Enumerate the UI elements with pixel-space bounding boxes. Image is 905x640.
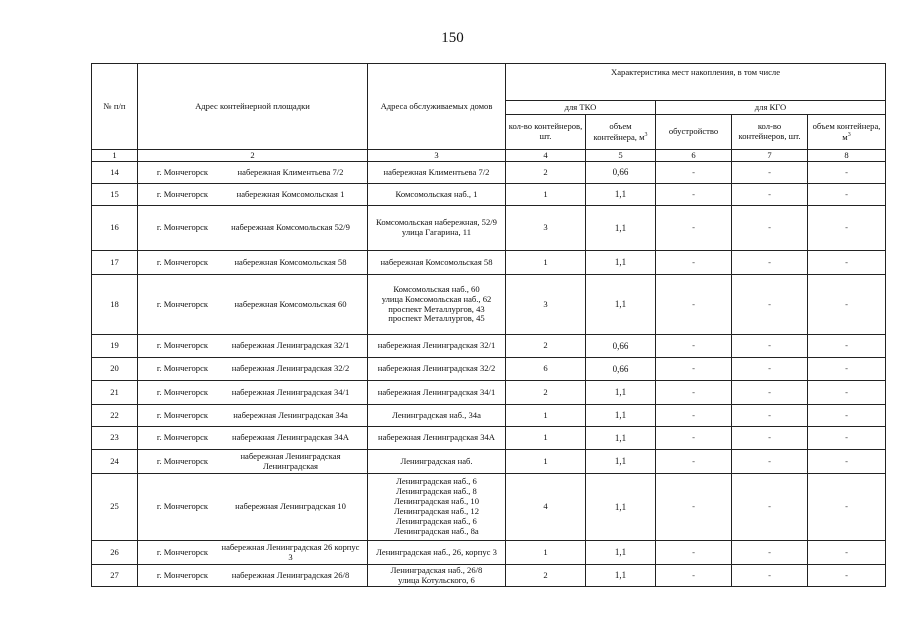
site-street: набережная Комсомольская 52/9 xyxy=(231,222,350,233)
row-number: 24 xyxy=(92,450,138,474)
site-street: набережная Ленинградская 32/1 xyxy=(231,340,350,351)
header-site-address: Адрес контейнерной площадки xyxy=(138,64,368,150)
tko-volume: 1,1 xyxy=(586,474,656,541)
served-house: набережная Климентьева 7/2 xyxy=(383,166,490,177)
kgo-volume: - xyxy=(808,541,886,565)
served-house: набережная Комсомольская 58 xyxy=(380,256,493,267)
kgo-arrangement: - xyxy=(656,206,732,251)
site-street: набережная Климентьева 7/2 xyxy=(237,166,344,177)
site-city: г. Мончегорск xyxy=(156,298,209,309)
header-served-houses: Адреса обслуживаемых домов xyxy=(368,64,506,150)
site-city: г. Мончегорск xyxy=(156,363,209,374)
kgo-volume: - xyxy=(808,358,886,381)
served-houses xyxy=(368,335,506,358)
served-houses xyxy=(368,206,506,251)
served-house: улица Котульского, 6 xyxy=(398,574,475,585)
served-houses xyxy=(368,251,506,275)
kgo-count: - xyxy=(732,427,808,450)
site-address xyxy=(138,162,368,184)
row-number: 18 xyxy=(92,275,138,335)
kgo-volume: - xyxy=(808,206,886,251)
kgo-arrangement: - xyxy=(656,162,732,184)
table-body xyxy=(92,162,886,587)
tko-volume: 0,66 xyxy=(586,162,656,184)
tko-count: 3 xyxy=(506,275,586,335)
table-row xyxy=(92,474,886,541)
site-city: г. Мончегорск xyxy=(156,166,209,177)
header-num: № п/п xyxy=(92,64,138,150)
served-house: Ленинградская наб., 34а xyxy=(392,409,481,420)
tko-count: 2 xyxy=(506,381,586,405)
site-address xyxy=(138,565,368,587)
kgo-count: - xyxy=(732,405,808,427)
served-houses xyxy=(368,450,506,474)
served-houses xyxy=(368,358,506,381)
served-house: Ленинградская наб., 6 xyxy=(396,476,477,487)
served-houses xyxy=(368,541,506,565)
index-cell: 7 xyxy=(732,150,808,162)
site-city: г. Мончегорск xyxy=(156,501,209,512)
header-kgo-volume: объем контейнера, $м^3$ xyxy=(808,115,886,150)
served-house: Комсомольская наб., 60 xyxy=(393,283,480,294)
row-number: 26 xyxy=(92,541,138,565)
row-number: 19 xyxy=(92,335,138,358)
row-number: 22 xyxy=(92,405,138,427)
served-house: Ленинградская наб., 8 xyxy=(396,486,477,497)
site-street: набережная Ленинградская 34а xyxy=(233,409,348,420)
served-house: Ленинградская наб., 10 xyxy=(394,496,479,507)
tko-volume: 1,1 xyxy=(586,275,656,335)
site-city: г. Мончегорск xyxy=(156,569,209,580)
served-house: Ленинградская наб., 6 xyxy=(396,515,477,526)
row-number: 14 xyxy=(92,162,138,184)
tko-volume: 1,1 xyxy=(586,405,656,427)
tko-volume: 0,66 xyxy=(586,335,656,358)
served-house: Ленинградская наб., 12 xyxy=(394,506,479,516)
kgo-count: - xyxy=(732,184,808,206)
site-city: г. Мончегорск xyxy=(156,256,209,267)
tko-volume: 0,66 xyxy=(586,358,656,381)
site-city: г. Мончегорск xyxy=(156,409,209,420)
site-street: набережная Ленинградская 26 корпус 3 xyxy=(221,541,360,562)
row-number: 16 xyxy=(92,206,138,251)
index-cell: 2 xyxy=(138,150,368,162)
site-address xyxy=(138,275,368,335)
site-address xyxy=(138,251,368,275)
kgo-arrangement: - xyxy=(656,450,732,474)
kgo-volume: - xyxy=(808,450,886,474)
site-city: г. Мончегорск xyxy=(156,386,209,397)
row-number: 25 xyxy=(92,474,138,541)
served-house: проспект Металлургов, 43 xyxy=(388,303,485,314)
served-house: Ленинградская наб., 26, корпус 3 xyxy=(376,546,497,557)
kgo-volume: - xyxy=(808,427,886,450)
tko-volume: 1,1 xyxy=(586,184,656,206)
site-address xyxy=(138,427,368,450)
kgo-count: - xyxy=(732,162,808,184)
site-address xyxy=(138,405,368,427)
site-address xyxy=(138,541,368,565)
container-sites-table xyxy=(91,63,886,587)
header-kgo-arrangement: обустройство xyxy=(656,115,732,150)
tko-count: 2 xyxy=(506,335,586,358)
served-houses xyxy=(368,184,506,206)
kgo-arrangement: - xyxy=(656,335,732,358)
tko-volume: 1,1 xyxy=(586,450,656,474)
header-group-kgo: для КГО xyxy=(656,101,886,115)
served-houses xyxy=(368,275,506,335)
tko-count: 2 xyxy=(506,162,586,184)
site-address xyxy=(138,184,368,206)
tko-count: 1 xyxy=(506,251,586,275)
table-row xyxy=(92,251,886,275)
kgo-count: - xyxy=(732,541,808,565)
kgo-arrangement: - xyxy=(656,275,732,335)
tko-count: 6 xyxy=(506,358,586,381)
kgo-arrangement: - xyxy=(656,565,732,587)
kgo-volume: - xyxy=(808,184,886,206)
table-row xyxy=(92,541,886,565)
row-number: 17 xyxy=(92,251,138,275)
site-city: г. Мончегорск xyxy=(156,222,209,233)
kgo-volume: - xyxy=(808,474,886,541)
kgo-arrangement: - xyxy=(656,427,732,450)
table-row xyxy=(92,381,886,405)
tko-count: 1 xyxy=(506,450,586,474)
index-cell: 8 xyxy=(808,150,886,162)
header-index-row xyxy=(92,150,886,162)
table-row xyxy=(92,405,886,427)
site-city: г. Мончегорск xyxy=(156,432,209,443)
served-house: улица Гагарина, 11 xyxy=(401,227,472,237)
site-street: набережная Ленинградская 32/2 xyxy=(231,363,350,374)
kgo-volume: - xyxy=(808,335,886,358)
site-address xyxy=(138,358,368,381)
kgo-arrangement: - xyxy=(656,381,732,405)
site-address xyxy=(138,450,368,474)
site-city: г. Мончегорск xyxy=(156,188,209,199)
kgo-arrangement: - xyxy=(656,184,732,206)
row-number: 15 xyxy=(92,184,138,206)
kgo-arrangement: - xyxy=(656,251,732,275)
tko-volume: 1,1 xyxy=(586,427,656,450)
table-row xyxy=(92,275,886,335)
table-row xyxy=(92,450,886,474)
site-city: г. Мончегорск xyxy=(156,546,209,557)
header-group-tko: для ТКО xyxy=(506,101,656,115)
tko-volume: 1,1 xyxy=(586,541,656,565)
tko-count: 2 xyxy=(506,565,586,587)
served-house: набережная Ленинградская 34А xyxy=(377,432,495,443)
table-row xyxy=(92,184,886,206)
kgo-volume: - xyxy=(808,405,886,427)
kgo-arrangement: - xyxy=(656,405,732,427)
served-house: набережная Ленинградская 32/2 xyxy=(377,363,496,374)
site-street: набережная Комсомольская 60 xyxy=(234,298,347,309)
row-number: 23 xyxy=(92,427,138,450)
served-houses xyxy=(368,474,506,541)
row-number: 21 xyxy=(92,381,138,405)
kgo-volume: - xyxy=(808,275,886,335)
kgo-count: - xyxy=(732,358,808,381)
kgo-count: - xyxy=(732,565,808,587)
kgo-arrangement: - xyxy=(656,358,732,381)
served-house: Ленинградская наб. xyxy=(400,455,473,466)
index-cell: 3 xyxy=(368,150,506,162)
tko-count: 1 xyxy=(506,541,586,565)
kgo-volume: - xyxy=(808,162,886,184)
served-houses xyxy=(368,381,506,405)
table-row xyxy=(92,335,886,358)
tko-volume: 1,1 xyxy=(586,206,656,251)
header-tko-volume: объем контейнера, $м^3$ xyxy=(586,115,656,150)
page-number: 150 xyxy=(441,30,464,46)
served-houses xyxy=(368,405,506,427)
row-number: 27 xyxy=(92,565,138,587)
site-street: набережная Ленинградская 10 xyxy=(235,501,346,512)
served-house: набережная Ленинградская 34/1 xyxy=(377,386,496,397)
kgo-volume: - xyxy=(808,381,886,405)
served-houses xyxy=(368,427,506,450)
site-street: набережная Комсомольская 58 xyxy=(234,256,347,267)
site-street: набережная Ленинградская 34А xyxy=(231,432,349,443)
kgo-count: - xyxy=(732,275,808,335)
served-houses xyxy=(368,162,506,184)
header-characteristics: Характеристика мест накопления, в том числе xyxy=(506,64,886,101)
site-address xyxy=(138,474,368,541)
site-city: г. Мончегорск xyxy=(156,340,209,351)
tko-volume: 1,1 xyxy=(586,251,656,275)
served-houses xyxy=(368,565,506,587)
kgo-count: - xyxy=(732,206,808,251)
table-row xyxy=(92,565,886,587)
site-address xyxy=(138,335,368,358)
kgo-volume: - xyxy=(808,251,886,275)
kgo-arrangement: - xyxy=(656,541,732,565)
tko-count: 3 xyxy=(506,206,586,251)
tko-volume: 1,1 xyxy=(586,565,656,587)
tko-count: 1 xyxy=(506,405,586,427)
tko-count: 1 xyxy=(506,184,586,206)
site-street: набережная Комсомольская 1 xyxy=(236,188,345,199)
site-address xyxy=(138,206,368,251)
served-house: Комсомольская набережная, 52/9 xyxy=(376,217,497,228)
served-house: Ленинградская наб., 8а xyxy=(394,525,479,536)
site-address xyxy=(138,381,368,405)
row-number: 20 xyxy=(92,358,138,381)
tko-volume: 1,1 xyxy=(586,381,656,405)
header-kgo-count: кол-во контейнеров, шт. xyxy=(732,115,808,150)
served-house: набережная Ленинградская 32/1 xyxy=(377,340,496,351)
served-house: Комсомольская наб., 1 xyxy=(395,188,478,199)
kgo-arrangement: - xyxy=(656,474,732,541)
table-row xyxy=(92,206,886,251)
tko-count: 1 xyxy=(506,427,586,450)
served-house: Ленинградская наб., 26/8 xyxy=(390,564,483,575)
table-row xyxy=(92,427,886,450)
served-house: улица Комсомольская наб., 62 xyxy=(381,293,492,304)
header-tko-count: кол-во контейнеров, шт. xyxy=(506,115,586,150)
site-street: набережная Ленинградская 26/8 xyxy=(231,569,350,580)
table-row xyxy=(92,358,886,381)
header-row-top xyxy=(92,64,886,101)
index-cell: 5 xyxy=(586,150,656,162)
kgo-count: - xyxy=(732,251,808,275)
site-street: набережная Ленинградская 34/1 xyxy=(231,386,350,397)
kgo-count: - xyxy=(732,474,808,541)
index-cell: 6 xyxy=(656,150,732,162)
kgo-count: - xyxy=(732,335,808,358)
served-house: проспект Металлургов, 45 xyxy=(388,313,485,324)
kgo-count: - xyxy=(732,450,808,474)
kgo-count: - xyxy=(732,381,808,405)
site-city: г. Мончегорск xyxy=(156,455,209,466)
site-street: набережная Ленинградская Ленинградская xyxy=(240,450,341,471)
kgo-volume: - xyxy=(808,565,886,587)
index-cell: 4 xyxy=(506,150,586,162)
tko-count: 4 xyxy=(506,474,586,541)
table-row xyxy=(92,162,886,184)
index-cell: 1 xyxy=(92,150,138,162)
